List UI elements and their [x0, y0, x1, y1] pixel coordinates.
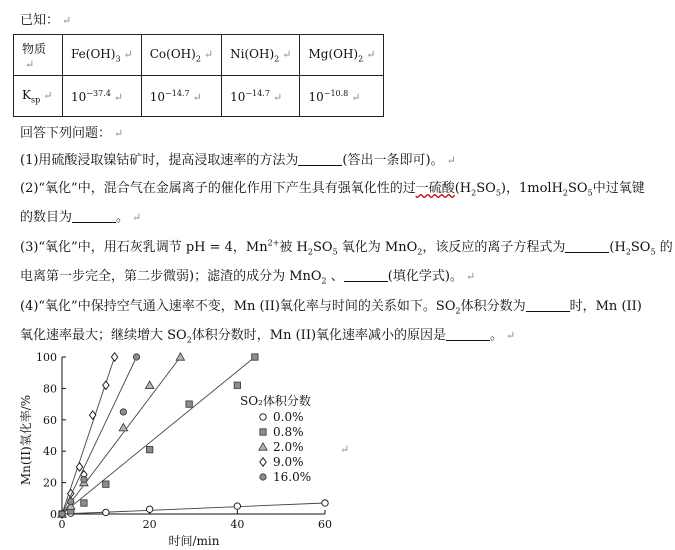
q4-text: (4)“氧化”中保持空气通入速率不变，Mn (II)氧化率与时间的关系如下。SO	[20, 299, 456, 314]
data-point	[146, 506, 152, 512]
oxidation-rate-chart	[0, 345, 420, 550]
question-3-line-1	[20, 236, 673, 257]
data-point	[176, 353, 184, 360]
data-point	[322, 500, 328, 506]
intro-label: 已知：	[20, 13, 60, 28]
compound-name: Fe(OH)	[71, 46, 116, 61]
series-0-0pct	[59, 500, 328, 517]
ksp-value-cell: $10^{-37.4}$ ↵	[63, 76, 142, 117]
q1-text-end: (答出一条即可)。	[342, 153, 444, 168]
data-point	[234, 503, 240, 509]
series-trend-line	[62, 357, 180, 514]
q3-text: 、	[326, 269, 344, 284]
y-axis-label: Mn(II)氧化率/%	[19, 394, 33, 486]
question-1: (1)用硫酸浸取镍钴矿时，提高浸取速率的方法为 (答出一条即可)。 ↵	[20, 153, 456, 168]
x-tick-label: 0	[58, 518, 66, 531]
q3-text-end: (填化学式)。	[387, 269, 463, 284]
data-point	[111, 353, 117, 361]
ksp-exp: −14.7	[245, 88, 270, 98]
ksp-base: 10	[308, 89, 324, 104]
q3-text: (H	[609, 240, 626, 255]
q3-text: 电离第一步完全，第二步微弱)；滤渣的成分为 MnO	[20, 269, 322, 284]
q4-text: 体积分数为	[460, 299, 526, 314]
series-trend-line	[62, 357, 255, 514]
data-point	[120, 409, 126, 415]
compound-name: Co(OH)	[149, 46, 196, 61]
series-trend-line	[62, 503, 325, 514]
ksp-base: 10	[149, 89, 166, 104]
legend-marker	[259, 443, 267, 450]
sub: 5	[495, 188, 501, 198]
table-header-cell: $Mg(OH)_2$ ↵	[300, 35, 384, 76]
q2-text: (2)“氧化”中，混合气在金属离子的催化作用下产生具有强氧化性的过	[20, 181, 416, 196]
y-tick-label: 100	[36, 351, 57, 364]
answer-blank[interactable]	[526, 299, 570, 312]
data-point	[186, 401, 192, 407]
intro-text	[20, 9, 71, 28]
sub: 2	[625, 247, 631, 257]
paragraph-mark-icon: ↵	[62, 14, 72, 27]
legend-title: SO₂体积分数	[240, 394, 311, 408]
x-tick-label: 60	[318, 518, 332, 531]
compound-sub: 2	[358, 54, 364, 64]
y-tick-label: 20	[43, 476, 57, 490]
q3-text: SO	[630, 240, 651, 255]
table-header-row	[14, 35, 384, 76]
sub: 5	[650, 247, 656, 257]
sub: 5	[332, 247, 338, 257]
data-point	[103, 509, 109, 515]
compound-sub: 2	[274, 54, 280, 64]
question-2-line-1	[20, 177, 645, 198]
y-tick-label: 80	[43, 382, 57, 396]
sup: 2+	[267, 238, 280, 248]
table-row-label: $K_{sp}$ ↵	[14, 76, 63, 117]
legend-label: 16.0%	[273, 470, 312, 484]
y-tick-label: 60	[43, 413, 57, 427]
question-4-line-1	[20, 295, 642, 316]
answer-blank[interactable]	[565, 240, 609, 253]
q4-text: 体积分数时，Mn (II)氧化速率减小的原因是	[191, 328, 447, 343]
table-header-cell: $Ni(OH)_2$ ↵	[222, 35, 300, 76]
x-tick-label: 20	[142, 518, 157, 531]
legend-label: 2.0%	[273, 440, 304, 454]
data-point	[76, 463, 82, 471]
compound-name: Mg(OH)	[308, 46, 359, 61]
answer-blank[interactable]	[72, 210, 116, 223]
q3-text: ，该反应的离子方程式为	[422, 240, 566, 255]
answer-blank[interactable]	[446, 328, 490, 341]
q4-text: 时，Mn (II)	[569, 299, 642, 314]
data-point	[89, 411, 95, 419]
ksp-value-cell: $10^{-14.7}$ ↵	[222, 76, 300, 117]
q2-formula: SO	[476, 181, 496, 196]
q2-formula: SO	[568, 181, 588, 196]
legend-marker	[260, 474, 266, 480]
sub: 2	[186, 335, 192, 345]
sub: 2	[321, 276, 327, 286]
sub: 2	[562, 188, 569, 198]
q1-text: (1)用硫酸浸取镍钴矿时，提高浸取速率的方法为	[20, 153, 299, 168]
answer-intro: 回答下列问题： ↵	[20, 126, 124, 141]
q2-text: 的数目为	[20, 210, 73, 225]
series-9-0pct	[59, 353, 118, 518]
legend-label: 0.0%	[273, 410, 304, 424]
x-tick-label: 40	[230, 518, 245, 531]
ksp-exp: −14.7	[165, 88, 190, 98]
header-label: 物质	[22, 41, 47, 56]
ksp-value-cell: $10^{-10.8}$ ↵	[300, 76, 384, 117]
sub: 2	[471, 188, 477, 198]
q4-text: 氧化速率最大；继续增大 SO	[20, 328, 187, 343]
legend-marker	[260, 414, 266, 420]
q2-formula: )，1molH	[500, 181, 563, 196]
legend-label: 0.8%	[273, 425, 304, 439]
compound-name: Ni(OH)	[230, 46, 275, 61]
ksp-table	[13, 34, 384, 117]
q2-text-end: 。	[116, 210, 130, 225]
ksp-base: 10	[230, 89, 246, 104]
compound-sub: 3	[115, 54, 121, 64]
y-tick-label: 40	[43, 445, 57, 459]
table-header-cell: $Fe(OH)_3$ ↵	[63, 35, 142, 76]
data-point	[103, 381, 109, 389]
sub: 2	[307, 247, 313, 257]
answer-intro-label: 回答下列问题：	[20, 126, 112, 141]
q2-spellcheck-word: 一硫酸	[415, 181, 455, 196]
ksp-exp: −10.8	[323, 88, 349, 98]
data-point	[133, 354, 139, 360]
q3-text: 氧化为 MnO	[337, 240, 418, 255]
legend-marker	[260, 458, 266, 466]
data-point	[146, 446, 152, 452]
series-2-0pct	[58, 353, 185, 517]
data-point	[68, 498, 74, 504]
ksp-value-cell: $10^{-14.7}$ ↵	[141, 76, 221, 117]
table-header-cell: $Co(OH)_2$ ↵	[141, 35, 221, 76]
sub: 5	[587, 188, 593, 198]
question-4-line-2: 氧化速率最大；继续增大 $SO_2$体积分数时，Mn (II)氧化速率减小的原因是 。 ↵	[20, 328, 516, 345]
ksp-label: K	[22, 87, 31, 102]
data-point	[81, 500, 87, 506]
q2-formula: (H	[454, 181, 472, 196]
x-axis-label: 时间/min	[168, 534, 220, 548]
q3-text: 的	[655, 240, 673, 255]
chart-legend	[259, 410, 311, 484]
sub: 2	[455, 306, 461, 316]
legend-marker	[260, 429, 266, 435]
question-2-line-2: 的数目为 。 ↵	[20, 210, 142, 225]
answer-blank[interactable]	[298, 153, 342, 166]
q2-text-end: 中过氧键	[592, 181, 645, 196]
question-3-line-2: 电离第一步完全，第二步微弱)；滤渣的成分为 MnO$_2$ 、 (填化学式)。 ↵	[20, 269, 476, 286]
data-point	[234, 382, 240, 388]
q3-text: 被 H	[279, 240, 308, 255]
ksp-sub: sp	[30, 95, 41, 105]
answer-blank[interactable]	[344, 269, 388, 282]
y-tick-label: 0	[50, 508, 57, 521]
ksp-exp: −37.4	[86, 88, 111, 98]
data-point	[252, 354, 258, 360]
ksp-base: 10	[71, 89, 87, 104]
series-trend-line	[62, 357, 137, 514]
legend-label: 9.0%	[273, 455, 304, 469]
q3-text: (3)“氧化”中，用石灰乳调节 pH = 4，Mn	[20, 240, 268, 255]
data-point	[81, 476, 87, 482]
return-mark-icon: ↵	[340, 443, 350, 456]
data-point	[119, 423, 127, 430]
table-ksp-row	[14, 76, 384, 117]
sub: 2	[417, 247, 423, 257]
compound-sub: 2	[195, 54, 201, 64]
data-point	[59, 511, 65, 517]
table-header-cell: 物质↵	[14, 35, 63, 76]
q3-text: SO	[313, 240, 333, 255]
data-point	[145, 381, 153, 388]
data-point	[103, 481, 109, 487]
q4-text-end: 。	[490, 328, 504, 343]
